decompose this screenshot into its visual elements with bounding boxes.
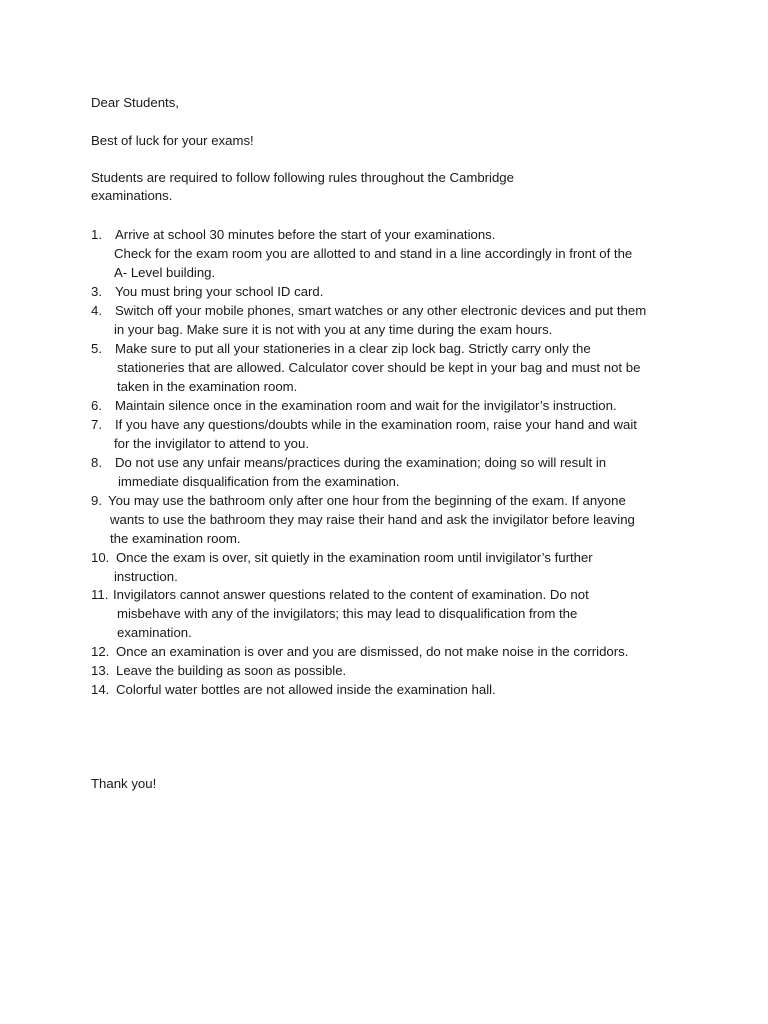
rule-text: You may use the bathroom only after one hour from the beginning of the exam. If anyone [108, 493, 626, 508]
rule-number: 13. [91, 663, 110, 678]
rule-number: 5. [91, 341, 102, 356]
rule-number: 11. [91, 587, 109, 602]
rule-text: You must bring your school ID card. [115, 284, 324, 299]
rule-number: 14. [91, 682, 110, 697]
rule-text: Switch off your mobile phones, smart watches or any other electronic devices and put them [115, 303, 647, 318]
closing: Thank you! [91, 776, 157, 791]
rule-text: Leave the building as soon as possible. [116, 663, 347, 678]
wish-line: Best of luck for your exams! [91, 133, 254, 148]
rule-number: 12. [91, 644, 110, 659]
rule-number: 7. [91, 417, 102, 432]
rule-number: 9. [91, 493, 102, 508]
rule-number: 1. [91, 227, 102, 242]
rule-text: examination. [117, 625, 192, 640]
rule-number: 10. [91, 550, 110, 565]
rule-number: 8. [91, 455, 102, 470]
rule-text: instruction. [114, 569, 178, 584]
rule-text: Invigilators cannot answer questions related to the content of examination. Do not [113, 587, 589, 602]
rule-text: immediate disqualification from the examination. [118, 474, 400, 489]
rule-number: 6. [91, 398, 102, 413]
rule-text: Once an examination is over and you are dismissed, do not make noise in the corridors. [116, 644, 629, 659]
rule-number: 4. [91, 303, 102, 318]
rule-text: Do not use any unfair means/practices during the examination; doing so will result in [115, 455, 607, 470]
intro-line: examinations. [91, 188, 173, 203]
intro-line: Students are required to follow following rules throughout the Cambridge [91, 170, 514, 185]
rule-text: stationeries that are allowed. Calculator cover should be kept in your bag and must not be [117, 360, 641, 375]
rule-text: Colorful water bottles are not allowed inside the examination hall. [116, 682, 496, 697]
rule-text: Maintain silence once in the examination room and wait for the invigilator’s instruction. [115, 398, 617, 413]
rule-number: 3. [91, 284, 102, 299]
rule-text: wants to use the bathroom they may raise their hand and ask the invigilator before leaving [110, 512, 635, 527]
rule-text: Make sure to put all your stationeries in a clear zip lock bag. Strictly carry only the [115, 341, 591, 356]
rule-text: for the invigilator to attend to you. [114, 436, 309, 451]
greeting: Dear Students, [91, 95, 179, 110]
rule-text: the examination room. [110, 531, 241, 546]
rule-text: Arrive at school 30 minutes before the start of your examinations. [115, 227, 496, 242]
rule-text: Once the exam is over, sit quietly in the examination room until invigilator’s further [116, 550, 593, 565]
rule-text: If you have any questions/doubts while in the examination room, raise your hand and wait [115, 417, 637, 432]
rule-text: taken in the examination room. [117, 379, 298, 394]
rule-text: in your bag. Make sure it is not with you at any time during the exam hours. [114, 322, 553, 337]
rule-text: Check for the exam room you are allotted to and stand in a line accordingly in front of the [114, 246, 633, 261]
rule-text: A- Level building. [114, 265, 216, 280]
rule-text: misbehave with any of the invigilators; this may lead to disqualification from the [117, 606, 578, 621]
